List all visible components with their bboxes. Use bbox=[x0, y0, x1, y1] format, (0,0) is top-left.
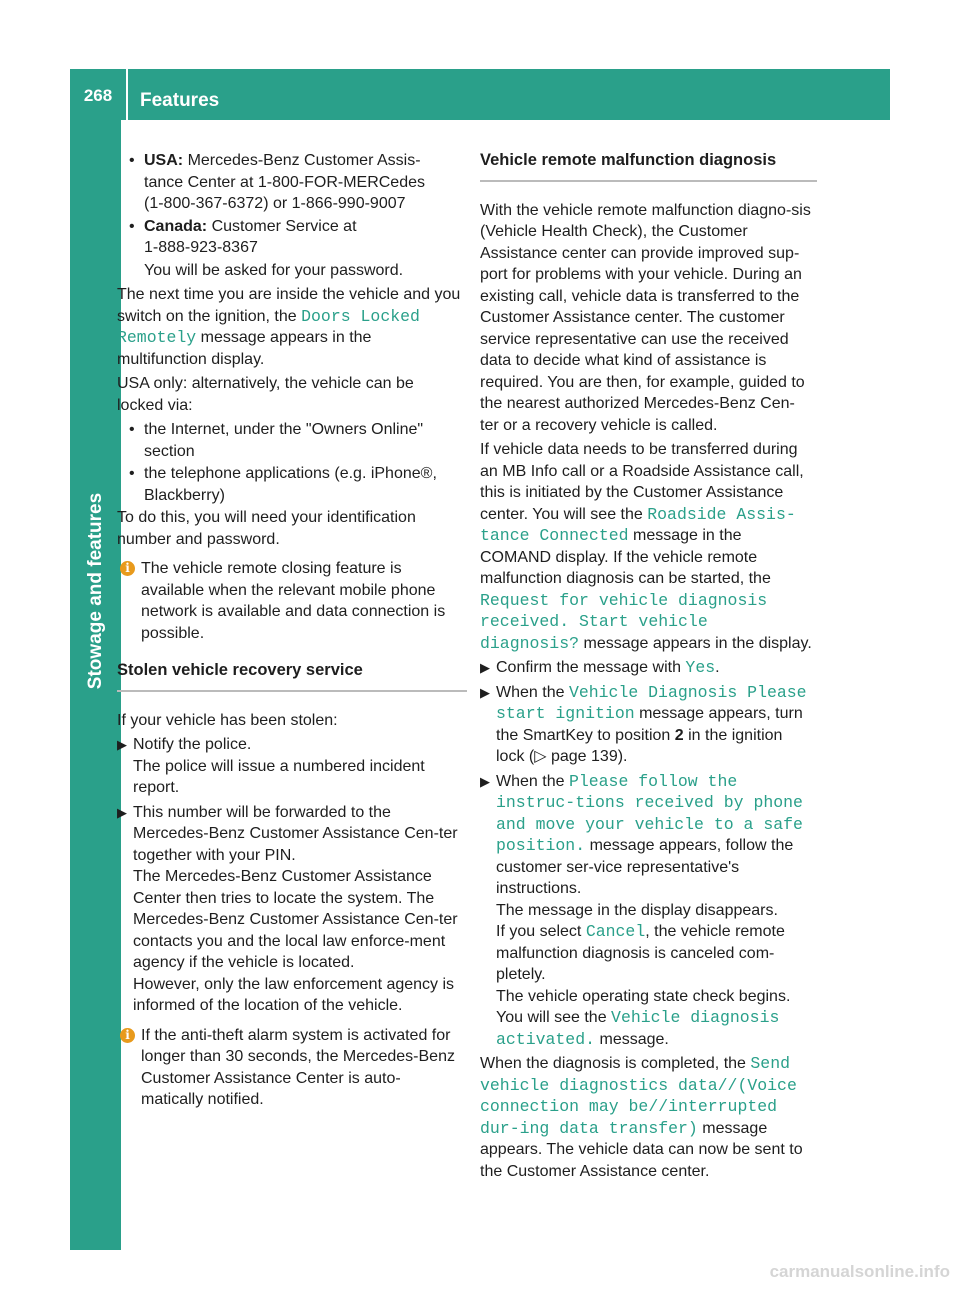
arrow-icon: ▶ bbox=[117, 804, 127, 820]
roadside-message: Roadside Assis-tance Connected bbox=[480, 504, 796, 545]
step-item bbox=[480, 771, 812, 1051]
list-item bbox=[117, 150, 462, 215]
stolen-intro: If your vehicle has been stolen: bbox=[117, 711, 338, 729]
list-item bbox=[117, 216, 462, 259]
step-subtext: The message in the display disappears. bbox=[496, 901, 778, 919]
please-start-message: Vehicle Diagnosis Please start ignition bbox=[496, 682, 807, 723]
step-text: Notify the police. bbox=[133, 736, 252, 753]
step-item bbox=[117, 802, 462, 1017]
stolen-heading: Stolen vehicle recovery service bbox=[117, 660, 462, 688]
step-subtext: If you select bbox=[496, 923, 582, 940]
request-message: Request for vehicle diagnosis received. Start vehicle diagnosis? bbox=[480, 590, 768, 653]
step-text: message appears, follow the customer ser-vice representative's instructions. bbox=[496, 837, 794, 897]
follow-message: Please follow the instruc-tions received by phone and move your vehicle to a safe position. bbox=[496, 771, 803, 855]
password-note: You will be asked for your password. bbox=[144, 261, 404, 279]
bullet-text-canada: Customer Service at 1-888-923-8367 bbox=[144, 217, 357, 256]
header-separator bbox=[126, 69, 128, 120]
next-time-paragraph bbox=[117, 284, 462, 370]
right-column bbox=[480, 150, 812, 1185]
next-time-post: message appears in the multifunction display. bbox=[117, 329, 372, 368]
diagnosis-paragraph-2 bbox=[480, 439, 812, 654]
left-column bbox=[117, 150, 462, 1114]
para-text: If vehicle data needs to be transferred during an MB Info call or a Roadside Assistance call, this is initiated by the Customer Assistance center. You will see the bbox=[480, 441, 804, 523]
arrow-icon: ▶ bbox=[480, 684, 490, 700]
step-text: message appears, turn the SmartKey to position bbox=[496, 705, 803, 744]
step-text: When the bbox=[496, 683, 565, 701]
step-text: in the ignition lock ( bbox=[496, 726, 783, 765]
page-ref-icon: ▷ bbox=[534, 748, 551, 765]
arrow-icon: ▶ bbox=[117, 737, 127, 752]
info-note bbox=[117, 1025, 462, 1111]
position-number: 2 bbox=[674, 726, 684, 744]
info-icon: i bbox=[120, 561, 135, 576]
usa-only-paragraph: USA only: alternatively, the vehicle can be locked via: bbox=[117, 375, 414, 414]
step-subtext: The police will issue a numbered incident report. bbox=[133, 757, 425, 796]
info-icon: i bbox=[120, 1028, 135, 1043]
page-number: 268 bbox=[83, 86, 113, 105]
side-label-text: Stowage and features bbox=[85, 492, 106, 690]
para-text: message appears. The vehicle data can now be sent to the Customer Assistance center. bbox=[480, 1119, 803, 1180]
info-note bbox=[117, 558, 462, 644]
step-subtext: , the vehicle remote malfunction diagnosis is canceled com-pletely. bbox=[496, 923, 785, 983]
todo-paragraph: To do this, you will need your identification number and password. bbox=[117, 509, 416, 548]
bullet-text-usa: Mercedes-Benz Customer Assis- tance Center at 1-800-FOR-MERCedes (1-800-367-6372) or 1-866-990-9007 bbox=[144, 152, 425, 212]
para-text: message in the COMAND display. If the vehicle remote malfunction diagnosis can be started, the bbox=[480, 527, 771, 587]
send-message: Send vehicle diagnostics data//(Voice connection may be//interrupted dur-ing data transfer) bbox=[480, 1054, 797, 1138]
bullet-label-canada: Canada: bbox=[144, 217, 208, 235]
step-item bbox=[480, 682, 812, 768]
step-text: When the bbox=[496, 772, 565, 790]
info-text: If the anti-theft alarm system is activated for longer than 30 seconds, the Mercedes-Benz Customer Assistance Center is auto-matically notified. bbox=[141, 1026, 455, 1108]
watermark: carmanualsonline.info bbox=[769, 1262, 950, 1281]
step-text: Confirm the message with bbox=[496, 659, 681, 676]
step-subtext-2: However, only the law enforcement agency is informed of the location of the vehicle. bbox=[133, 975, 455, 1014]
activated-message: Vehicle diagnosis activated. bbox=[496, 1008, 780, 1049]
step-text: This number will be forwarded to the Mercedes-Benz Customer Assistance Cen-ter together with your PIN. bbox=[133, 803, 458, 864]
arrow-icon: ▶ bbox=[480, 660, 490, 675]
step-subtext: The vehicle operating state check begins. You will see the bbox=[496, 987, 791, 1026]
step-subtext: The Mercedes-Benz Customer Assistance Center then tries to locate the system. The Mercedes-Benz Customer Assistance Cen-ter contacts you and the local law enforce-ment agency if the vehicle is located. bbox=[133, 868, 458, 971]
diagnosis-heading: Vehicle remote malfunction diagnosis bbox=[480, 150, 812, 178]
para-text: When the diagnosis is completed, the bbox=[480, 1055, 746, 1072]
step-item bbox=[117, 734, 462, 799]
yes-message: Yes bbox=[685, 658, 716, 677]
section-title: Features bbox=[140, 90, 220, 111]
list-item: • the Internet, under the "Owners Online" section bbox=[117, 419, 462, 462]
cancel-message: Cancel bbox=[585, 922, 646, 941]
para-text: message appears in the display. bbox=[583, 634, 812, 652]
page-ref[interactable]: page 139 bbox=[550, 748, 618, 765]
list-item: • the telephone applications (e.g. iPhone®, Blackberry) bbox=[117, 463, 462, 506]
step-subtext: message. bbox=[599, 1030, 669, 1048]
arrow-icon: ▶ bbox=[480, 773, 490, 789]
diagnosis-intro: With the vehicle remote malfunction diagno-sis (Vehicle Health Check), the Customer Assistance center can provide improved sup-port for problems with your vehicle. During an existing call, vehicle data is transferred to the Customer Assistance center. The customer service representative can use the received data to decide what kind of assistance is required. You are then, for example, guided to the nearest authorized Mercedes-Benz Cen-ter or a recovery vehicle is called. bbox=[480, 201, 811, 434]
doors-locked-message: Doors Locked Remotely bbox=[117, 306, 420, 347]
bullet-label-usa: USA: bbox=[144, 152, 184, 169]
step-text: ). bbox=[617, 748, 628, 765]
next-time-pre: The next time you are inside the vehicle and you switch on the ignition, the bbox=[117, 286, 461, 325]
completed-paragraph bbox=[480, 1053, 812, 1182]
step-item: ▶ Confirm the message with Yes. bbox=[480, 658, 720, 677]
info-text: The vehicle remote closing feature is available when the relevant mobile phone network is available and data connection is possible. bbox=[141, 560, 446, 642]
